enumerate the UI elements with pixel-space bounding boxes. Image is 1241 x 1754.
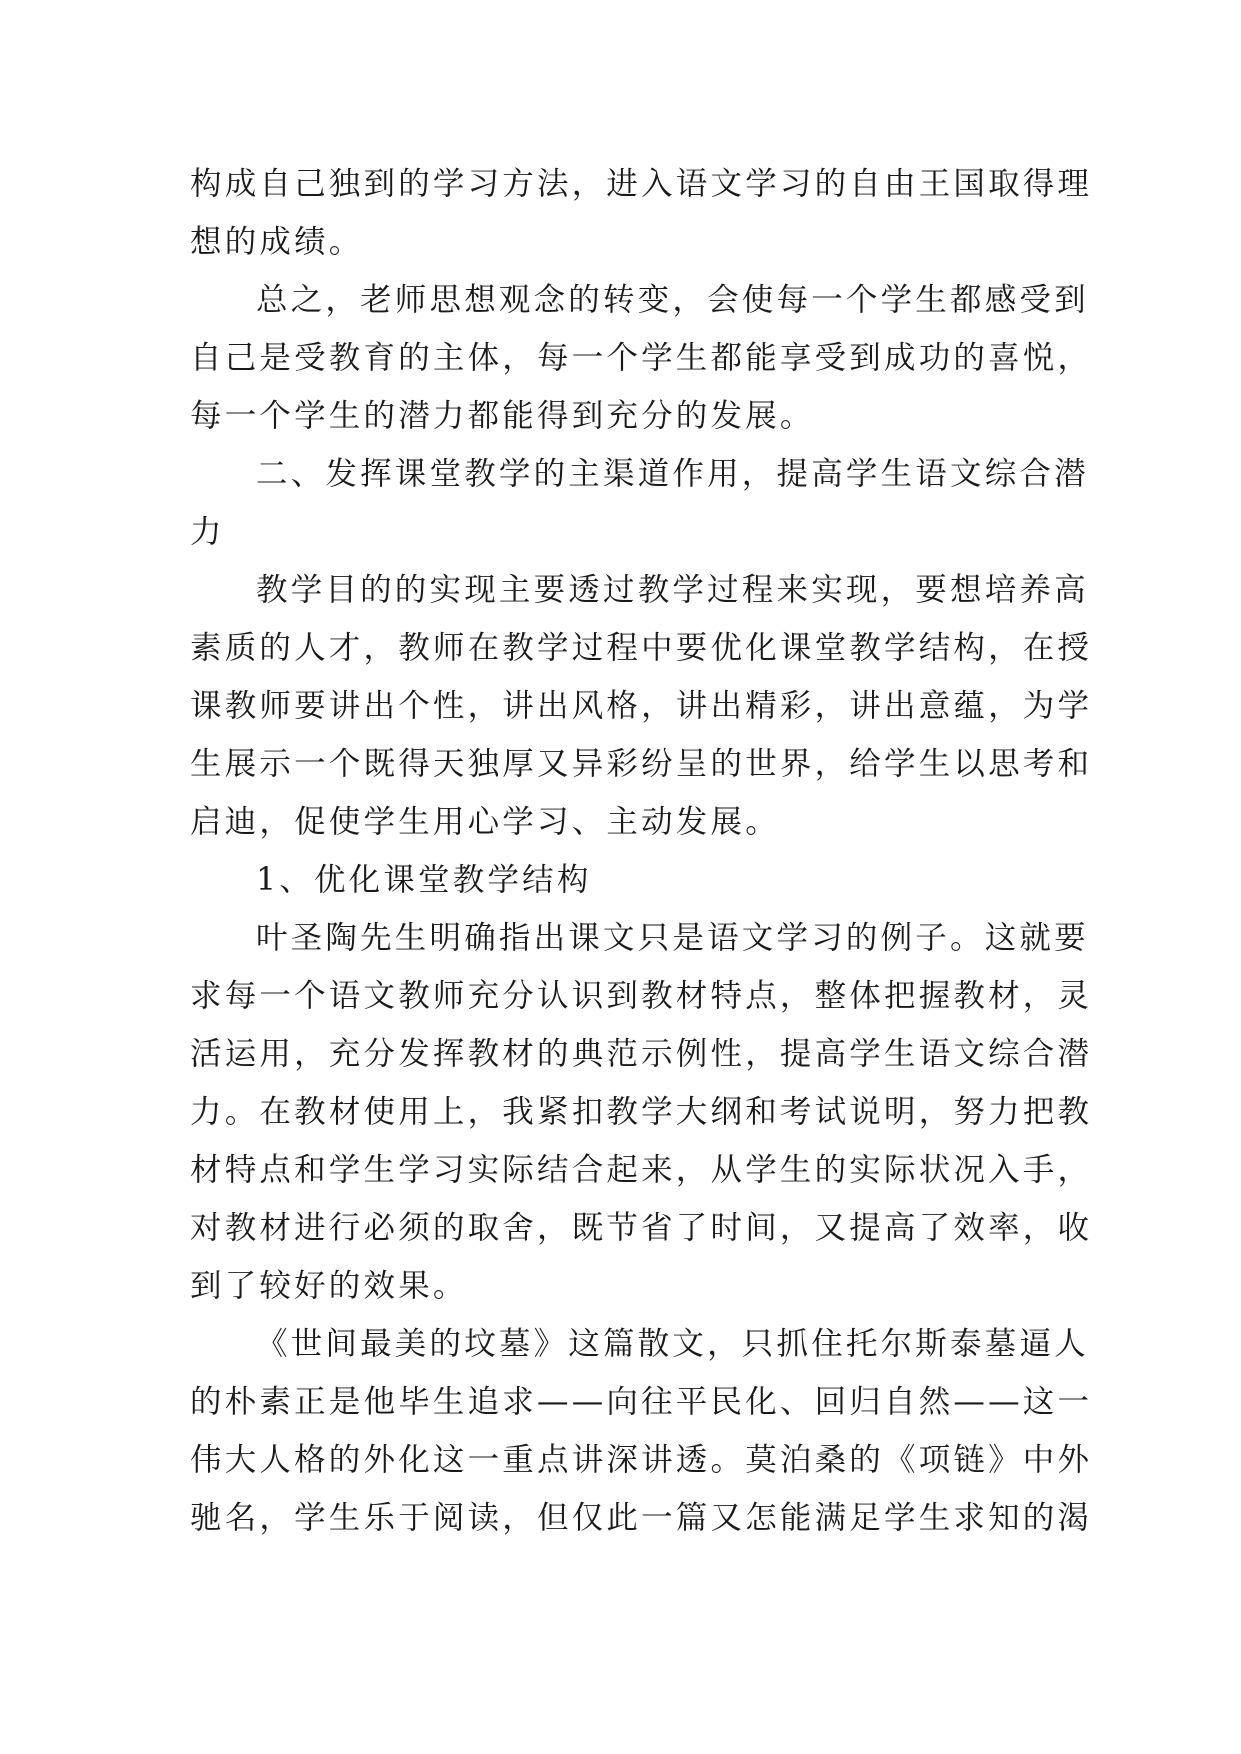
text-line: 每一个学生的潜力都能得到充分的发展。 — [190, 398, 815, 434]
text-line: 驰名，学生乐于阅读，但仅此一篇又怎能满足学生求知的渴 — [190, 1500, 1093, 1536]
text-line: 生展示一个既得天独厚又异彩纷呈的世界，给学生以思考和 — [190, 746, 1093, 782]
text-line: 构成自己独到的学习方法，进入语文学习的自由王国取得理 — [190, 166, 1093, 202]
text-line: 自己是受教育的主体，每一个学生都能享受到成功的喜悦， — [190, 340, 1093, 376]
document-body — [190, 155, 1093, 1547]
text-line: 求每一个语文教师充分认识到教材特点，整体把握教材，灵 — [190, 978, 1093, 1014]
section-heading-line: 力 — [190, 514, 225, 550]
text-line: 课教师要讲出个性，讲出风格，讲出精彩，讲出意蕴，为学 — [190, 688, 1093, 724]
text-line: 伟大人格的外化这一重点讲深讲透。莫泊桑的《项链》中外 — [190, 1442, 1093, 1478]
text-line: 启迪，促使学生用心学习、主动发展。 — [190, 804, 780, 840]
text-line: 想的成绩。 — [190, 224, 364, 260]
text-line: 的朴素正是他毕生追求——向往平民化、回归自然——这一 — [190, 1384, 1093, 1420]
text-line: 力。在教材使用上，我紧扣教学大纲和考试说明，努力把教 — [190, 1094, 1093, 1130]
text-line: 叶圣陶先生明确指出课文只是语文学习的例子。这就要 — [256, 920, 1089, 956]
text-line: 《世间最美的坟墓》这篇散文，只抓住托尔斯泰墓逼人 — [256, 1326, 1089, 1362]
text-line: 总之，老师思想观念的转变，会使每一个学生都感受到 — [256, 282, 1089, 318]
text-line: 材特点和学生学习实际结合起来，从学生的实际状况入手， — [190, 1152, 1093, 1188]
text-line: 对教材进行必须的取舍，既节省了时间，又提高了效率，收 — [190, 1210, 1093, 1246]
subsection-heading: 1、优化课堂教学结构 — [256, 862, 592, 898]
text-line: 教学目的的实现主要透过教学过程来实现，要想培养高 — [256, 572, 1089, 608]
text-line: 到了较好的效果。 — [190, 1268, 468, 1304]
text-line: 活运用，充分发挥教材的典范示例性，提高学生语文综合潜 — [190, 1036, 1093, 1072]
text-line: 素质的人才，教师在教学过程中要优化课堂教学结构，在授 — [190, 630, 1093, 666]
section-heading-line: 二、发挥课堂教学的主渠道作用，提高学生语文综合潜 — [256, 456, 1089, 492]
